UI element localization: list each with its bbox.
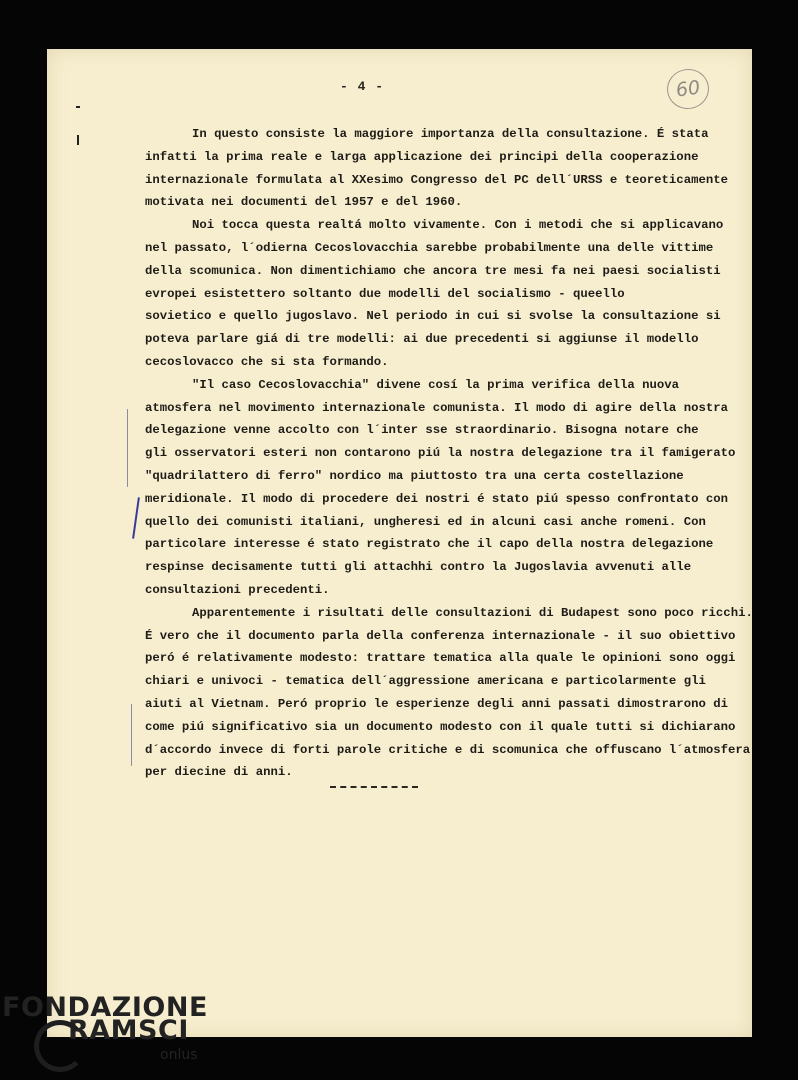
text-line: delegazione venne accolto con l´inter sse straordinario. Bisogna notare che: [145, 423, 699, 438]
text-line: chiari e univoci - tematica dell´aggressione americana e particolarmente gli: [145, 674, 706, 689]
text-line: respinse decisamente tutti gli attachhi contro la Jugoslavia avvenuti alle: [145, 560, 692, 575]
margin-pen-stroke: [132, 497, 140, 539]
text-line: quello dei comunisti italiani, ungheresi ed in alcuni casi anche romeni. Con: [145, 514, 706, 529]
paragraph: [145, 214, 724, 374]
page-number: - 4 -: [339, 79, 384, 94]
text-line: peró é relativamente modesto: trattare tematica alla quale le opinioni sono oggi: [145, 651, 736, 666]
text-line: In questo consiste la maggiore importanza della consultazione. É stata: [192, 127, 709, 141]
margin-pencil-line: [127, 409, 128, 487]
margin-tick-mark: [76, 106, 80, 108]
paragraph: [145, 374, 736, 602]
text-line: atmosfera nel movimento internazionale comunista. Il modo di agire della nostra: [145, 400, 728, 415]
text-line: Apparentemente i risultati delle consultazioni di Budapest sono poco ricchi.: [192, 605, 753, 620]
text-line: d´accordo invece di forti parole critiche e di scomunica che offuscano l´atmosfera: [145, 742, 751, 757]
document-page: [47, 49, 752, 1037]
fondazione-gramsci-watermark: [2, 992, 208, 1063]
text-line: "quadrilattero di ferro" nordico ma piuttosto tra una certa costellazione: [145, 468, 684, 483]
text-line: per diecine di anni.: [145, 765, 293, 780]
text-line: come piú significativo sia un documento modesto con il quale tutti si dichiarano: [145, 719, 736, 734]
watermark-line-1: FONDAZIONE: [2, 992, 208, 1023]
text-line: gli osservatori esteri non contarono piú la nostra delegazione tra il famigerato: [145, 446, 736, 461]
closing-rule: [330, 786, 418, 788]
text-line: sovietico e quello jugoslavo. Nel periodo in cui si svolse la consultazione si: [145, 309, 721, 324]
text-line: Noi tocca questa realtá molto vivamente. Con i metodi che si applicavano: [192, 218, 724, 233]
watermark-line-2: RAMSCI: [68, 1015, 189, 1046]
text-line: nel passato, l´odierna Cecoslovacchia sarebbe probabilmente una delle vittime: [145, 240, 714, 255]
text-line: consultazioni precedenti.: [145, 582, 330, 597]
text-line: particolare interesse é stato registrato che il capo della nostra delegazione: [145, 537, 714, 552]
body-text: [145, 123, 753, 784]
text-line: evropei esistettero soltanto due modelli del socialismo - queello: [145, 286, 625, 301]
watermark-suffix: onlus: [160, 1047, 198, 1063]
text-line: "Il caso Cecoslovacchia" divene cosí la prima verifica della nuova: [192, 377, 680, 392]
g-logo-icon: [34, 1020, 86, 1072]
text-line: cecoslovacco che si sta formando.: [145, 354, 389, 369]
paragraph: [145, 123, 728, 214]
margin-tick-mark: [77, 135, 79, 145]
text-line: internazionale formulata al XXesimo Congresso del PC dell´URSS e teoreticamente: [145, 172, 728, 187]
text-line: infatti la prima reale e larga applicazione dei principi della cooperazione: [145, 149, 699, 164]
margin-pencil-line: [131, 704, 132, 766]
text-line: della scomunica. Non dimentichiamo che ancora tre mesi fa nei paesi socialisti: [145, 263, 721, 278]
text-line: É vero che il documento parla della conferenza internazionale - il suo obiettivo: [145, 628, 736, 643]
text-line: aiuti al Vietnam. Peró proprio le esperienze degli anni passati dimostrarono di: [145, 696, 728, 711]
text-line: poteva parlare giá di tre modelli: ai due precedenti si aggiunse il modello: [145, 332, 699, 347]
paragraph: [145, 602, 753, 784]
text-line: motivata nei documenti del 1957 e del 1960.: [145, 195, 463, 210]
text-line: meridionale. Il modo di procedere dei nostri é stato piú spesso confrontato con: [145, 491, 728, 506]
archive-folio-number: 60: [664, 66, 711, 111]
